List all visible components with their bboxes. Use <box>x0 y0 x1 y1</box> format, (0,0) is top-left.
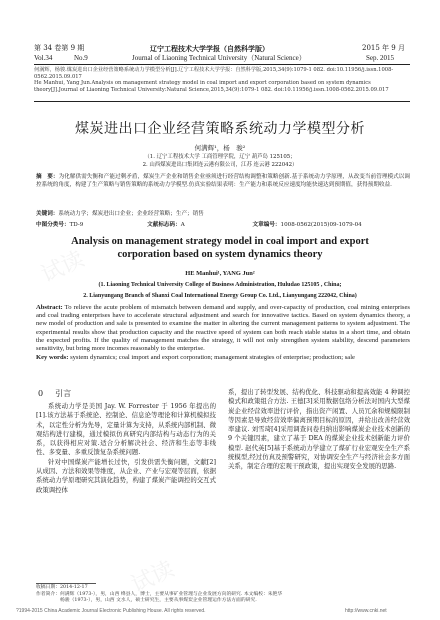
paragraph: 系统动力学是美国 Jay. W. Forrester 于 1956 年提出的[1].该方法基于系统论、控制论、信息论等理论和计算机模拟技术，以定性分析为先导，定量计算为支持，从系统内部机制、微观结构进行建模，通过模拟仿真研究内部结构与动态行为的关系，以获得相应对策.适合分析解决社会、经济和生态等非线性、多变量、多重反馈复杂系统问题. <box>36 402 216 457</box>
watermark: 试读 <box>127 555 178 598</box>
authors-cn: 何满辉¹，杨 骏² <box>194 144 246 152</box>
watermark: 试读 <box>37 245 88 288</box>
section-heading <box>38 388 71 399</box>
volume-en: Vol.34 <box>34 54 53 62</box>
footnote-author-1: 作者简介：何满辉（1973-），男，山西 绛县人，博士，主要从事矿业管理与企业发展方向的研究. 本文编校：朱艳华 <box>36 591 283 597</box>
issue-en: No.9 <box>74 54 88 62</box>
affiliation-en-1: (1. Liaoning Technical University College of Business Administration, Huludao 125105 , China; <box>98 282 342 288</box>
page-title-cn: 煤炭进出口企业经营策略系统动力学模型分析 <box>75 121 365 137</box>
section-number: 0 <box>38 389 44 398</box>
footnotes <box>36 585 410 605</box>
paragraph: 系，提出了转型发展、结构优化、科技驱动和提高效能 4 种调控模式和政策组合方法. 王德[3]采用数据包络分析法对国内大型煤炭企业经营效率进行评价，指出资产闲置、人员冗余和规模限制等因素是导致经营效率偏离预期目标的原因，并给出改善经营效率建议. 刘雪琦[4]采用调查问卷归纳出影响煤炭企业技术创新的 9 个关键因素，建立了基于 DEA 的煤炭企业技术创新能力评价模型. 赵代英[5]基于系统动力学建立了煤矿行业宏观安全生产系统模型,经过仿真及预警研究，对协调安全生产与经济社会多方面关系，制定合理的宏观干预政策，提出实现安全发展的思路. <box>228 388 410 471</box>
footnote-author-2: 杨骏（1973-），男，山西 文水人，硕士研究生，主要从事煤炭企业管理运作方法方面的研究. <box>60 598 257 604</box>
journal-name-en: Journal of Liaoning Technical University（Natural Science） <box>132 54 306 62</box>
right-column <box>228 388 410 472</box>
keywords-cn-text: 系统动力学；煤炭进出口企业；企业经营策略；生产；销售 <box>58 211 204 217</box>
abstract-en <box>36 304 410 353</box>
keywords-en-text: system dynamics; coal import and export corporation; management strategies of enterprise; production; sale <box>68 354 355 361</box>
keywords-en <box>36 354 410 362</box>
abstract-en-label: Abstract: <box>36 304 63 311</box>
header-rule <box>34 64 410 65</box>
footnote-received-date: 收稿日期：2014-12-17 <box>36 585 88 590</box>
authors-en: HE Manhui¹, YANG Jun² <box>185 270 255 277</box>
page-title-en <box>0 235 440 261</box>
article-number-value: 1008-0562(2015)09-1079-04 <box>280 222 362 228</box>
footer-copyright: ?1994-2015 China Academic Journal Electronic Publishing House. All rights reserved. <box>16 608 206 614</box>
keywords-cn-label: 关键词： <box>36 211 59 217</box>
date-cn: 2015 年 9 月 <box>362 44 405 52</box>
doc-code-value: A <box>180 222 185 228</box>
section-title: 引言 <box>55 389 72 398</box>
citation-cn: 何满辉，杨骏.煤炭进出口企业经营策略系统动力学模型分析[J].辽宁工程技术大学学报：自然科学版,2015,34(9):1079-1 082. doi:10.11956/j.issn.1008-0562.2015.09.017 <box>34 67 394 80</box>
article-number-label: 文章编号： <box>252 222 281 228</box>
classification-line <box>36 222 410 230</box>
footnote-rule <box>36 583 96 584</box>
affiliation-cn-1: （1. 辽宁工程技术大学 工商管理学院，辽宁 葫芦岛 125105； <box>144 154 296 160</box>
affiliation-cn-2: 2. 山西煤炭进出口集团连云港有限公司，江苏 连云港 222042） <box>142 162 298 168</box>
left-column <box>36 402 216 495</box>
paragraph: 针对中国煤炭产能增长过快，引发供需失衡问题，文献[2]从成因、方法和效果等维度，从企业、产业与宏观等层面，依据系统动力学原理研究其演化趋势，构建了煤炭产能调控的交互式政策调控体 <box>36 457 216 494</box>
watermark: 试读 <box>297 415 348 458</box>
affiliation-en-2: 2. Lianyungang Branch of Shanxi Coal International Energy Group Co. Ltd., Lianyungang 222042, China) <box>83 293 357 299</box>
abstract-cn-text: 为化解供需失衡和产能过剩矛盾，煤炭生产企业和销售企业亟须进行经营结构调整和策略创新.基于系统动力学原理，从改变当前管理模式以调控系统的角度，构建了生产策略与销售策略的系统动力学模型.仿真实验结果表明：生产能力和系统反应速度均能快速达到预期值，获得预期收益. <box>36 174 410 188</box>
abstract-cn-label: 摘 要： <box>36 174 59 180</box>
keywords-cn <box>36 211 410 219</box>
citation-rule <box>34 101 410 102</box>
footer-link[interactable]: http://www.cnki.net <box>345 608 387 614</box>
clc-value: TD-9 <box>69 222 84 228</box>
page-title-en-text: Analysis on management strategy model in coal import and export corporation based on system dynamics theory <box>71 236 369 260</box>
abstract-cn <box>36 174 410 190</box>
volume-issue-cn: 第 34 卷第 9 期 <box>34 44 85 52</box>
doc-code-label: 文献标志码： <box>147 222 181 228</box>
keywords-en-label: Key words: <box>36 354 69 361</box>
abstract-en-text: To relieve the acute problem of mismatch between demand and supply, and over-capacity of production, coal mining enterprises and coal trading enterprises have to accelerate structural adjustment and search for innovative tactics. Based on system dynamics theory, a new model of production and sale is presented to examine the matter in altering the current management patterns to system adjustment. The experimental results show that production capacity and the reactive speed of system can both reach stable status in a short time, and obtain the expected profits. If the quality of management matches the strategy, it will not only strengthen system stability, descend parameters sensitivity, but bring more incomes reasonably to the enterprise. <box>36 304 410 353</box>
citation-en: He Manhui, Yang Jun.Analysis on management strategy model in coal import and export corporation based on system dynamics theory[J].Journal of Liaoning Technical University:Natural Science,2015,34(9):1079-1 082. doi:10.11956/j.issn.1008-0562.2015.09.017 <box>34 80 389 93</box>
clc-label: 中图分类号： <box>36 222 70 228</box>
date-en: Sep. 2015 <box>366 54 394 62</box>
journal-name-cn: 辽宁工程技术大学学报（自然科学版） <box>150 44 269 53</box>
